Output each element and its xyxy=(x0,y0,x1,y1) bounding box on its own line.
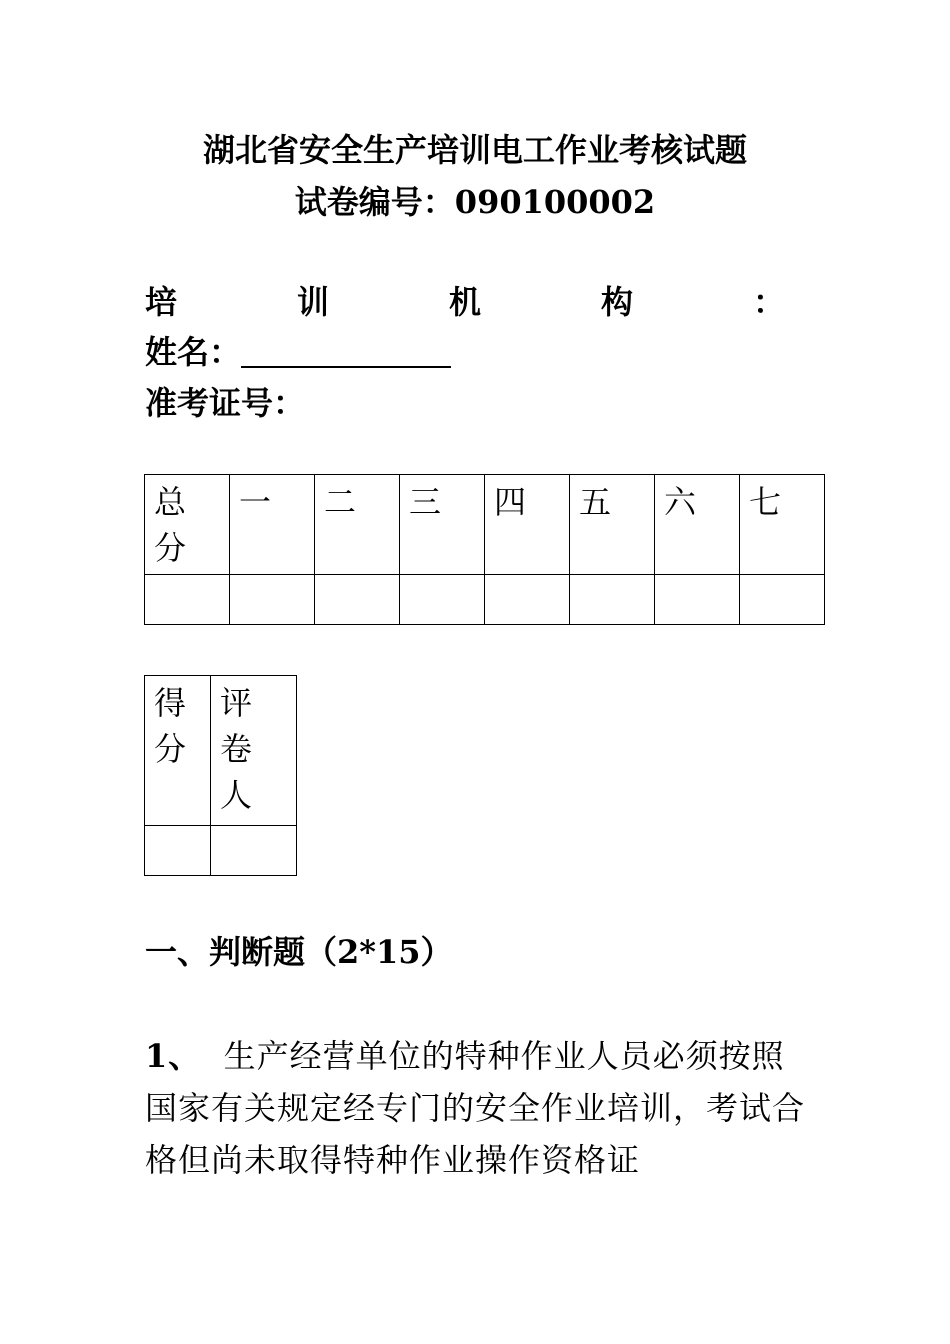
grader-cell[interactable] xyxy=(145,826,211,876)
score-header-total: 总分 xyxy=(145,475,230,575)
question-item xyxy=(145,1030,815,1186)
score-cell[interactable] xyxy=(400,575,485,625)
score-cell[interactable] xyxy=(315,575,400,625)
org-label-char: 机 xyxy=(448,283,481,321)
exam-number-field xyxy=(145,383,305,423)
org-label-char: 训 xyxy=(296,283,329,321)
question-text: 生产经营单位的特种作业人员必须按照国家有关规定经专门的安全作业培训，考试合格但尚未取得特种作业操作资格证 xyxy=(145,1037,806,1179)
score-cell[interactable] xyxy=(145,575,230,625)
name-blank-line[interactable] xyxy=(241,332,451,368)
score-header-7: 七 xyxy=(740,475,825,575)
page-title: 湖北省安全生产培训电工作业考核试题 xyxy=(202,131,747,169)
grader-table-header-row xyxy=(145,676,297,826)
score-header-3: 三 xyxy=(400,475,485,575)
score-header-1: 一 xyxy=(230,475,315,575)
score-table-entry-row xyxy=(145,575,825,625)
score-cell[interactable] xyxy=(570,575,655,625)
score-cell[interactable] xyxy=(655,575,740,625)
score-cell[interactable] xyxy=(230,575,315,625)
grader-table xyxy=(144,675,297,876)
grader-cell[interactable] xyxy=(211,826,297,876)
org-label-char: 培 xyxy=(145,283,178,321)
score-cell[interactable] xyxy=(740,575,825,625)
training-org-field xyxy=(145,282,785,322)
org-label-char: 构 xyxy=(600,283,633,321)
score-table-header-row xyxy=(145,475,825,575)
score-table xyxy=(144,474,825,625)
org-label-char: ： xyxy=(752,283,785,321)
paper-number: 试卷编号：090100002 xyxy=(294,183,656,221)
section-heading: 一、判断题（2*15） xyxy=(145,933,453,971)
exam-number-label: 准考证号： xyxy=(145,384,306,422)
name-label: 姓名： xyxy=(145,333,242,371)
score-header-4: 四 xyxy=(485,475,570,575)
grader-header-score: 得分 xyxy=(145,676,211,826)
score-header-2: 二 xyxy=(315,475,400,575)
grader-header-grader: 评卷人 xyxy=(211,676,297,826)
score-cell[interactable] xyxy=(485,575,570,625)
name-field xyxy=(145,332,451,372)
score-header-6: 六 xyxy=(655,475,740,575)
score-header-5: 五 xyxy=(570,475,655,575)
grader-table-entry-row xyxy=(145,826,297,876)
question-number: 1、 xyxy=(145,1037,202,1075)
